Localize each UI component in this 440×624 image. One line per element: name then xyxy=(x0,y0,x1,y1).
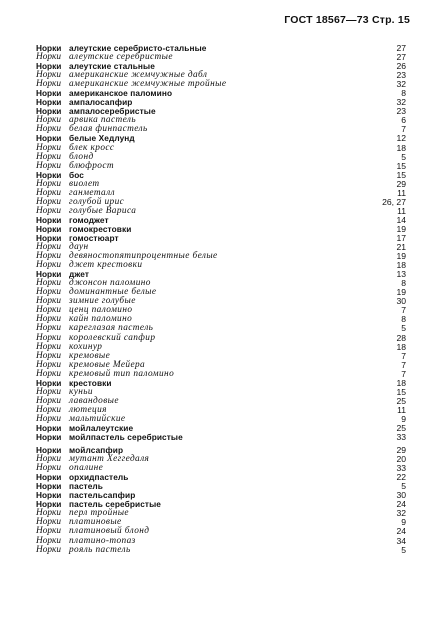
entry-page: 23 xyxy=(396,106,406,117)
entry-name: алеутские серебристые xyxy=(69,52,173,63)
entry-word: Норки xyxy=(36,454,62,465)
entry-name: белая финпастель xyxy=(69,124,148,135)
entry-name: пастель xyxy=(69,481,103,492)
entry-word: Норки xyxy=(36,269,62,280)
entry-word: Норки xyxy=(36,341,62,352)
entry-word: Норки xyxy=(36,79,62,90)
entry-word: Норки xyxy=(36,88,62,99)
entry-page: 30 xyxy=(396,490,406,501)
entry-name: американские жемчужные тройные xyxy=(69,79,227,90)
entry-label xyxy=(36,433,183,442)
entry-word: Норки xyxy=(36,508,62,519)
entry-word: Норки xyxy=(36,260,62,271)
entry-word: Норки xyxy=(36,106,62,117)
entry-word: Норки xyxy=(36,472,62,483)
entry-name: кайн паломино xyxy=(69,314,133,325)
entry-page: 22 xyxy=(396,472,406,483)
entry-word: Норки xyxy=(36,278,62,289)
entry-word: Норки xyxy=(36,323,62,334)
entry-word: Норки xyxy=(36,52,62,63)
entry-name: пастельсапфир xyxy=(69,490,136,501)
entry-word: Норки xyxy=(36,205,62,216)
entry-page: 11 xyxy=(397,404,406,415)
entry-word: Норки xyxy=(36,187,62,198)
entry-page: 8 xyxy=(401,88,406,99)
entry-name: джет xyxy=(69,269,90,280)
entry-page: 5 xyxy=(401,481,406,492)
entry-word: Норки xyxy=(36,133,62,144)
entry-name: блюфрост xyxy=(69,160,114,171)
entry-page: 27 xyxy=(396,52,406,63)
entry-name: опалине xyxy=(69,463,104,474)
entry-page: 30 xyxy=(396,296,406,307)
entry-name: кремовый тип паломино xyxy=(69,368,175,379)
entry-page: 18 xyxy=(396,341,406,352)
entry-name: мойлпастель серебристые xyxy=(69,432,183,443)
entry-name: лютеция xyxy=(69,404,107,415)
entry-word: Норки xyxy=(36,544,62,555)
entry-page: 19 xyxy=(396,251,406,262)
entry-page: 28 xyxy=(396,332,406,343)
entry-name: пастель серебристые xyxy=(69,499,161,510)
index-entry xyxy=(36,162,406,171)
entry-page: 32 xyxy=(396,508,406,519)
index-entry xyxy=(36,546,406,555)
entry-name: ампалосапфир xyxy=(69,97,133,108)
entry-page: 29 xyxy=(396,178,406,189)
entry-page: 15 xyxy=(396,160,406,171)
entry-page: 9 xyxy=(401,517,406,528)
entry-word: Норки xyxy=(36,305,62,316)
entry-label xyxy=(36,546,131,555)
entry-word: Норки xyxy=(36,422,62,433)
entry-page: 23 xyxy=(396,70,406,81)
entry-word: Норки xyxy=(36,251,62,262)
entry-word: Норки xyxy=(36,115,62,126)
entry-page: 9 xyxy=(401,413,406,424)
index-entry xyxy=(36,261,406,270)
entry-word: Норки xyxy=(36,160,62,171)
entry-name: голубой ирис xyxy=(69,196,125,207)
entry-word: Норки xyxy=(36,151,62,162)
entry-page: 17 xyxy=(396,232,406,243)
entry-name: ампалосеребристые xyxy=(69,106,156,117)
entry-word: Норки xyxy=(36,43,62,53)
entry-name: бос xyxy=(69,169,84,180)
entry-page: 11 xyxy=(397,187,406,198)
entry-word: Норки xyxy=(36,377,62,388)
entry-name: блонд xyxy=(69,151,94,162)
entry-page: 34 xyxy=(396,535,406,546)
entry-word: Норки xyxy=(36,395,62,406)
entry-page: 19 xyxy=(396,223,406,234)
entry-word: Норки xyxy=(36,232,62,243)
entry-page: 7 xyxy=(401,368,406,379)
entry-name: перл тройные xyxy=(69,508,129,519)
entry-name: крестовки xyxy=(69,377,112,388)
entry-word: Норки xyxy=(36,413,62,424)
entry-name: ценц паломино xyxy=(69,305,133,316)
entry-word: Норки xyxy=(36,70,62,81)
entry-page: 7 xyxy=(401,350,406,361)
entry-word: Норки xyxy=(36,97,62,108)
entry-page: 8 xyxy=(401,314,406,325)
entry-page: 25 xyxy=(396,395,406,406)
entry-page: 20 xyxy=(396,454,406,465)
index-entry xyxy=(36,433,406,442)
entry-page: 21 xyxy=(396,242,406,253)
entry-name: платиновые xyxy=(69,517,122,528)
entry-page: 14 xyxy=(396,214,406,225)
entry-page: 19 xyxy=(396,287,406,298)
entry-word: Норки xyxy=(36,178,62,189)
entry-word: Норки xyxy=(36,169,62,180)
entry-page: 26 xyxy=(396,61,406,72)
entry-name: американское паломино xyxy=(69,88,173,99)
entry-name: джонсон паломино xyxy=(69,278,151,289)
entry-name: платиновый блонд xyxy=(69,526,150,537)
entry-word: Норки xyxy=(36,535,62,546)
entry-page: 18 xyxy=(396,377,406,388)
entry-page: 29 xyxy=(396,445,406,456)
entry-word: Норки xyxy=(36,196,62,207)
entry-word: Норки xyxy=(36,124,62,135)
entry-name: мутант Хеггедаля xyxy=(69,454,150,465)
entry-page: 33 xyxy=(396,432,406,443)
entry-page: 24 xyxy=(396,526,406,537)
entry-name: мальтийские xyxy=(69,413,126,424)
entry-page: 7 xyxy=(401,124,406,135)
entry-name: даун xyxy=(69,242,89,253)
entry-page: 32 xyxy=(396,79,406,90)
entry-word: Норки xyxy=(36,314,62,325)
entry-name: кохинур xyxy=(69,341,103,352)
entry-word: Норки xyxy=(36,61,62,72)
entry-name: девяностопятипроцентные белые xyxy=(69,251,218,262)
entry-page: 15 xyxy=(396,169,406,180)
entry-page: 18 xyxy=(396,142,406,153)
entry-page: 18 xyxy=(396,260,406,271)
entry-name: виолет xyxy=(69,178,100,189)
entry-word: Норки xyxy=(36,242,62,253)
entry-name: мойлалеутские xyxy=(69,422,134,433)
entry-word: Норки xyxy=(36,499,62,510)
entry-name: гомокрестовки xyxy=(69,223,132,234)
entry-word: Норки xyxy=(36,368,62,379)
entry-page: 5 xyxy=(401,544,406,555)
index-list xyxy=(36,44,406,555)
entry-page: 8 xyxy=(401,278,406,289)
entry-name: мойлсапфир xyxy=(69,445,124,456)
entry-page: 7 xyxy=(401,359,406,370)
entry-name: куньи xyxy=(69,386,93,397)
entry-name: белые Хедлунд xyxy=(69,133,135,144)
entry-page: 26, 27 xyxy=(382,196,406,207)
entry-name: джет крестовки xyxy=(69,260,143,271)
entry-page: 15 xyxy=(396,386,406,397)
entry-name: американские жемчужные дабл xyxy=(69,70,208,81)
entry-name: зимние голубые xyxy=(69,296,136,307)
entry-name: доминантные белые xyxy=(69,287,157,298)
entry-name: голубые Вариса xyxy=(69,205,137,216)
entry-name: блек кросс xyxy=(69,142,115,153)
entry-word: Норки xyxy=(36,432,62,443)
entry-page: 13 xyxy=(396,269,406,280)
entry-name: алеутские серебристо-стальные xyxy=(69,43,207,53)
entry-word: Норки xyxy=(36,142,62,153)
entry-word: Норки xyxy=(36,404,62,415)
entry-word: Норки xyxy=(36,526,62,537)
entry-word: Норки xyxy=(36,490,62,501)
entry-page: 24 xyxy=(396,499,406,510)
entry-page: 12 xyxy=(396,133,406,144)
entry-page: 5 xyxy=(401,323,406,334)
entry-word: Норки xyxy=(36,350,62,361)
entry-name: гомоджет xyxy=(69,214,109,225)
entry-page: 11 xyxy=(397,205,406,216)
entry-word: Норки xyxy=(36,296,62,307)
entry-page: 33 xyxy=(396,463,406,474)
entry-word: Норки xyxy=(36,287,62,298)
entry-name: лавандовые xyxy=(69,395,119,406)
entry-page: 32 xyxy=(396,97,406,108)
entry-word: Норки xyxy=(36,359,62,370)
entry-word: Норки xyxy=(36,481,62,492)
entry-word: Норки xyxy=(36,223,62,234)
entry-word: Норки xyxy=(36,445,62,456)
entry-name: орхидпастель xyxy=(69,472,129,483)
entry-name: ганметалл xyxy=(69,187,116,198)
entry-word: Норки xyxy=(36,214,62,225)
entry-page: 5 xyxy=(401,151,406,162)
entry-word: Норки xyxy=(36,386,62,397)
entry-name: платино-топаз xyxy=(69,535,136,546)
entry-name: кареглазая пастель xyxy=(69,323,154,334)
entry-page: 27 xyxy=(396,43,406,53)
page-header: ГОСТ 18567—73 Стр. 15 xyxy=(284,14,410,26)
entry-name: гомостюарт xyxy=(69,232,119,243)
entry-name: рояль пастель xyxy=(69,544,131,555)
entry-word: Норки xyxy=(36,517,62,528)
entry-name: арвика пастель xyxy=(69,115,136,126)
index-entry xyxy=(36,234,406,243)
entry-name: алеутские стальные xyxy=(69,61,155,72)
entry-word: Норки xyxy=(36,463,62,474)
entry-page: 25 xyxy=(396,422,406,433)
entry-page: 6 xyxy=(401,115,406,126)
entry-name: кремовые Мейера xyxy=(69,359,146,370)
entry-word: Норки xyxy=(36,332,62,343)
entry-page: 7 xyxy=(401,305,406,316)
entry-name: кремовые xyxy=(69,350,111,361)
entry-name: королевский сапфир xyxy=(69,332,156,343)
